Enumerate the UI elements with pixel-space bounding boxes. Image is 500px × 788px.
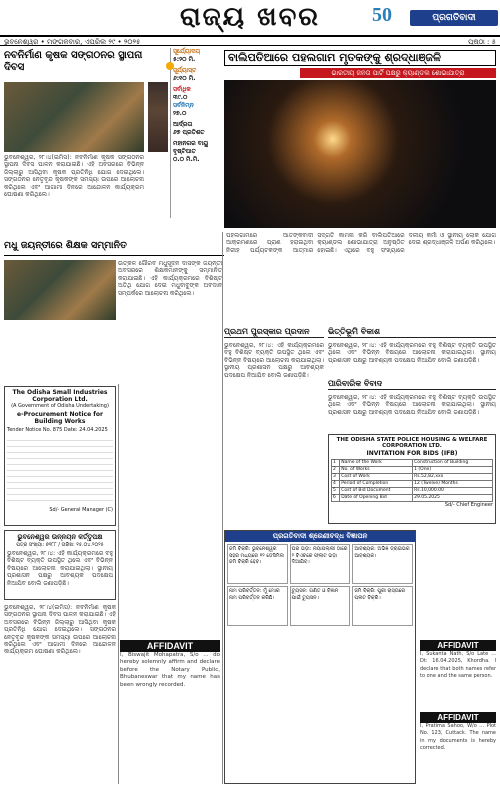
story1-photo-2 [148,82,168,152]
weather-box [170,48,220,218]
sun-icon [166,62,174,70]
dateline [0,35,500,46]
affidavit-label: AFFIDAVIT [420,712,496,723]
left-bottom-text: ଭୁବନେଶ୍ୱର, ୨୮।୪(ଇମିସ): ନବନିର୍ମାଣ କୃଷକ ସଙ୍ଗଠନର ସ୍ଥାପନା ଦିବସ ପାଳନ କରାଯାଇଛି। ଏହି ଅବସରରେ ବିଭିନ୍ନ ଜିଲ୍ଲାରୁ ଆସିଥିବା କୃଷକ ପ୍ରତିନିଧି ଯୋଗ ଦେଇଥିଲେ। ସଙ୍ଗଠନର ନେତୃବୃନ୍ଦ କୃଷକଙ୍କ ସମସ୍ୟା ଉପରେ ଆଲୋଚନା କରିଥିଲେ ଏବଂ ଆଗାମୀ ଦିନରେ ଆନ୍ଦୋଳନ କାର୍ଯ୍ୟକ୍ରମ ଘୋଷଣା କରିଥିଲେ। [4,604,116,656]
humidity-value: ୬୭ ପ୍ରତିଶତ [173,129,205,136]
min-temp-value: ୨୭.୦ [173,110,187,117]
max-temp-label: ସର୍ବାଧିକ [173,86,191,93]
tender-osphwc-signature: Sd/- Chief Engineer [444,502,493,508]
humidity-label: ଆର୍ଦ୍ରତା [173,121,193,128]
story2-subhead: ଭାରତୀୟ ଜନତା ପାର୍ଟି ପକ୍ଷରୁ କ୍ୟାଣ୍ଡଲ ଶୋଭାଯାତ୍ରା [300,68,496,78]
mid-body-3: ଭୁବନେଶ୍ୱର, ୨୮।୪: ଏହି କାର୍ଯ୍ୟକ୍ରମରେ ବହୁ ବିଶିଷ୍ଟ ବ୍ୟକ୍ତି ଉପସ୍ଥିତ ଥିଲେ ଏବଂ ବିଭିନ୍ନ ବିଷୟରେ ଆଲୋଚନା କରାଯାଇଥିଲା। ସ୍ଥାନୀୟ ପ୍ରଶାସନ ପକ୍ଷରୁ ଆବଶ୍ୟକ ପଦକ୍ଷେପ ନିଆଯିବ ବୋଲି ଜଣାପଡ଼ିଛି। [328,394,496,416]
story2-headline: ବାଲିପତିଆରେ ପହଲଗାମ ମୃତକଙ୍କୁ ଶ୍ରଦ୍ଧାଞ୍ଜଳି [224,50,496,66]
notice-bda-title: ଭୁବନେଶ୍ୱର ଉନ୍ନୟନ କର୍ତ୍ତୃପକ୍ଷ [17,533,103,541]
mid-body-1: ଭୁବନେଶ୍ୱର, ୨୮।୪: ଏହି କାର୍ଯ୍ୟକ୍ରମରେ ବହୁ ବିଶିଷ୍ଟ ବ୍ୟକ୍ତି ଉପସ୍ଥିତ ଥିଲେ ଏବଂ ବିଭିନ୍ନ ବିଷୟରେ ଆଲୋଚନା କରାଯାଇଥିଲା। ସ୍ଥାନୀୟ ପ୍ରଶାସନ ପକ୍ଷରୁ ଆବଶ୍ୟକ ପଦକ୍ଷେପ ନିଆଯିବ ବୋଲି ଜଣାପଡ଼ିଛି। [224,342,324,379]
classified-grid [225,542,415,628]
table-cell: 12 (Twelve) Months [413,481,493,488]
sunrise-value: ୫:୨୦ ମି. [173,56,196,63]
table-row [332,467,493,474]
table-row [332,495,493,502]
mid-headline-3: ପାରିବାରିକ ବିବାଦ [328,378,496,390]
dateline-date: ଭୁବନେଶ୍ୱର • ମଙ୍ଗଳବାର, ଏପ୍ରିଲ ୨୯ • ୨୦୨୫ [4,38,141,46]
tender-osphwc-notice: INVITATION FOR BIDS (IFB) [366,450,458,457]
affidavit-label: AFFIDAVIT [420,640,496,651]
anniversary-logo: 50 [372,4,392,26]
table-cell: Rs.52,82,xxx [413,474,493,481]
tender-osic-signature: Sd/- General Manager (C) [49,507,113,513]
story2-body: ପହଲଗାମରେ ଆତଙ୍କବାଦୀ ଆକ୍ରମଣରେ ପ୍ରାଣ ହରାଇଥିବା ନିରୀହ ପର୍ଯ୍ୟଟକଙ୍କ ଆତ୍ମାର ସଦ୍ଗତି କାମନା କରି ବାଲିପତିଆରେ କ୍ୟାଣ୍ଡଲ ଶୋଭାଯାତ୍ରା ଅନୁଷ୍ଠିତ ହୋଇଛି। ଏଥିରେ ବହୁ ସଂଖ୍ୟାରେ ଦଳୀୟ କର୍ମୀ ଓ ସ୍ଥାନୀୟ ଲୋକ ଯୋଗ ଦେଇ ଶ୍ରଦ୍ଧାଞ୍ଜଳି ଅର୍ପଣ କରିଥିଲେ। [226,232,496,254]
table-cell: No. of Works [340,467,413,474]
min-temp-label: ସର୍ବନିମ୍ନ [173,102,194,109]
rain-value: ୦.୦ ମି.ମି. [173,156,200,163]
table-cell: 2 [332,467,340,474]
sunrise-label: ସୂର୍ଯ୍ୟୋଦୟ [173,48,201,55]
story1-photo [4,82,144,152]
story1-body: ଭୁବନେଶ୍ୱର, ୨୮।୪(ଇମିସ): ନବନିର୍ମାଣ କୃଷକ ସଙ୍ଗଠନର ସ୍ଥାପନା ଦିବସ ପାଳନ କରାଯାଇଛି। ଏହି ଅବସରରେ ବିଭିନ୍ନ ଜିଲ୍ଲାରୁ ଆସିଥିବା କୃଷକ ପ୍ରତିନିଧି ଯୋଗ ଦେଇଥିଲେ। ସଙ୍ଗଠନର ନେତୃବୃନ୍ଦ କୃଷକଙ୍କ ସମସ୍ୟା ଉପରେ ଆଲୋଚନା କରିଥିଲେ ଏବଂ ଆଗାମୀ ଦିନରେ ଆନ୍ଦୋଳନ କାର୍ଯ୍ୟକ୍ରମ ଘୋଷଣା କରିଥିଲେ। [4,154,144,199]
tender-osic-number: Tender Notice No. 875 Date: 24.04.2025 [7,427,108,433]
tender-osic-table [7,435,113,505]
table-cell: 4 [332,481,340,488]
story2-photo [224,80,496,228]
story3-photo [4,260,116,320]
table-row [332,488,493,495]
table-cell: 29.05.2025 [413,495,493,502]
table-row [332,474,493,481]
classified-section [224,530,416,784]
table-cell: 3 [332,474,340,481]
tender-osphwc [328,434,496,524]
notice-bda-ref: ପତ୍ର ସଂଖ୍ୟା: ୭୧୮୮ / ତାରିଖ: ୧୫.୦୪.୨୦୨୫ [16,542,104,548]
dateline-page: ପୃଷ୍ଠା : ୫ [468,38,496,46]
classified-title: ପ୍ରଗତିବାଦୀ ଶ୍ରେଣୀବଦ୍ଧ ବିଜ୍ଞାପନ [225,531,415,542]
table-cell: Cost of Work [340,474,413,481]
affidavit-text: I, Pratima Sahoo, W/o ... Plot No. 123, Cuttack. The name in my documents is hereby corrected. [420,723,496,752]
column-rule [222,232,223,784]
table-row [332,481,493,488]
tender-osphwc-title: THE ODISHA STATE POLICE HOUSING & WELFARE CORPORATION LTD. [336,437,488,449]
mid-headline-1: ପ୍ରଥମ ପୁରସ୍କାର ପ୍ରଦାନ [224,326,324,338]
air-note: ମହାନଗର ବାୟୁ [173,140,209,147]
tender-osic-subtitle: (A Government of Odisha Undertaking) [11,403,109,409]
classified-entry: ଟ୍ୟୁସନ: ଗଣିତ ଓ ବିଜ୍ଞାନ ପାଇଁ ଟ୍ୟୁସନ। [290,586,351,626]
sunset-label: ସୂର୍ଯ୍ୟାସ୍ତ [173,67,197,74]
affidavit-label: AFFIDAVIT [120,640,220,652]
table-cell: Cost of Bid Document [340,488,413,495]
sunset-value: ୬:୧୦ ମି. [173,75,196,82]
classified-entry: ଆବଶ୍ୟକ: ଅଭିଜ୍ଞ ଡ୍ରାଇଭର ଆବଶ୍ୟକ। [352,544,413,584]
mid-body-2: ଭୁବନେଶ୍ୱର, ୨୮।୪: ଏହି କାର୍ଯ୍ୟକ୍ରମରେ ବହୁ ବିଶିଷ୍ଟ ବ୍ୟକ୍ତି ଉପସ୍ଥିତ ଥିଲେ ଏବଂ ବିଭିନ୍ନ ବିଷୟରେ ଆଲୋଚନା କରାଯାଇଥିଲା। ସ୍ଥାନୀୟ ପ୍ରଶାସନ ପକ୍ଷରୁ ଆବଶ୍ୟକ ପଦକ୍ଷେପ ନିଆଯିବ ବୋଲି ଜଣାପଡ଼ିଛି। [328,342,496,364]
rain-label: ବୃଷ୍ଟିପାତ [173,148,196,155]
affidavit-text: I, Sukanta Nath, S/o Late ... Dt: 16.04.2025, Khordha. I declare that both names refer to one and the same person. [420,651,496,680]
classified-entry: ଜମି ବିକ୍ରି: ପୁରୀ ରାସ୍ତାରେ ପ୍ଲଟ ବିକ୍ରି। [352,586,413,626]
table-cell: Name of the Work [340,460,413,467]
affidavit-right-2 [420,712,496,784]
notice-bda [4,530,116,600]
affidavit-right-1 [420,640,496,708]
tender-osic [4,386,116,526]
table-cell: 1 [332,460,340,467]
affidavit-text: I, Biswajit Mohapatra, S/o ... do hereby solemnly affirm and declare before the Notary Public, Bhubaneswar that my name has been wrongly recorded. [120,652,220,688]
table-row [332,460,493,467]
table-cell: Date of Opening Bid [340,495,413,502]
table-cell: 6 [332,495,340,502]
table-cell: Rs.10,000.00 [413,488,493,495]
tender-osic-title: The Odisha Small Industries Corporation Ltd. [12,389,108,403]
newspaper-brand: ପ୍ରଗତିବାଦୀ [410,10,498,26]
column-rule [118,384,119,784]
classified-entry: ନାମ ପରିବର୍ତ୍ତନ: ମୁଁ ମୋର ନାମ ପରିବର୍ତ୍ତନ କରିଛି। [227,586,288,626]
story3-body: ଉତ୍କଳ ଗୌରବ ମଧୁସୂଦନ ଦାସଙ୍କ ଜୟନ୍ତୀ ଅବସରରେ ଶିକ୍ଷକମାନଙ୍କୁ ସମ୍ମାନିତ କରାଯାଇଛି। ଏହି କାର୍ଯ୍ୟକ୍ରମରେ ବିଶିଷ୍ଟ ଅତିଥି ଯୋଗ ଦେଇ ମଧୁବାବୁଙ୍କ ଅବଦାନ ସମ୍ପର୍କରେ ଆଲୋଚନା କରିଥିଲେ। [118,260,222,297]
table-cell: Period of Completion [340,481,413,488]
story1-headline: ନବନିର୍ମାଣ କୃଷକ ସଙ୍ଗଠନର ସ୍ଥାପନା ଦିବସ [4,50,143,73]
max-temp-value: ୩୯.୦ [173,94,188,101]
table-cell: 1 (One) [413,467,493,474]
classified-entry: ଘର ଭଡ଼ା: ନୟାପଲ୍ଲୀ ଠାରେ ୨ ବିଏଚକେ ଫ୍ଲାଟ ଭଡ଼ା ଦିଆଯିବ। [290,544,351,584]
tender-osphwc-table [331,459,493,502]
table-cell: 5 [332,488,340,495]
table-cell: Construction of Building [413,460,493,467]
classified-entry: ଜମି ବିକ୍ରି: ଭୁବନେଶ୍ୱର ସହର ମଧ୍ୟରେ ୧୨ ଡେସିମିଲ ଜମି ବିକ୍ରି ହେବ। [227,544,288,584]
mid-headline-2: ଭିତ୍ତିଭୂମି ବିକାଶ [328,326,496,338]
affidavit-left [120,640,220,784]
tender-osic-notice: e-Procurement Notice for Building Works [17,411,103,425]
page-section-title: ରାଜ୍ୟ ଖବର [179,2,321,32]
notice-bda-body: ଭୁବନେଶ୍ୱର, ୨୮।୪: ଏହି କାର୍ଯ୍ୟକ୍ରମରେ ବହୁ ବିଶିଷ୍ଟ ବ୍ୟକ୍ତି ଉପସ୍ଥିତ ଥିଲେ ଏବଂ ବିଭିନ୍ନ ବିଷୟରେ ଆଲୋଚନା କରାଯାଇଥିଲା। ସ୍ଥାନୀୟ ପ୍ରଶାସନ ପକ୍ଷରୁ ଆବଶ୍ୟକ ପଦକ୍ଷେପ ନିଆଯିବ ବୋଲି ଜଣାପଡ଼ିଛି। [7,550,113,587]
story3-headline: ମଧୁ ଜୟନ୍ତୀରେ ଶିକ୍ଷକ ସମ୍ମାନିତ [4,238,224,256]
